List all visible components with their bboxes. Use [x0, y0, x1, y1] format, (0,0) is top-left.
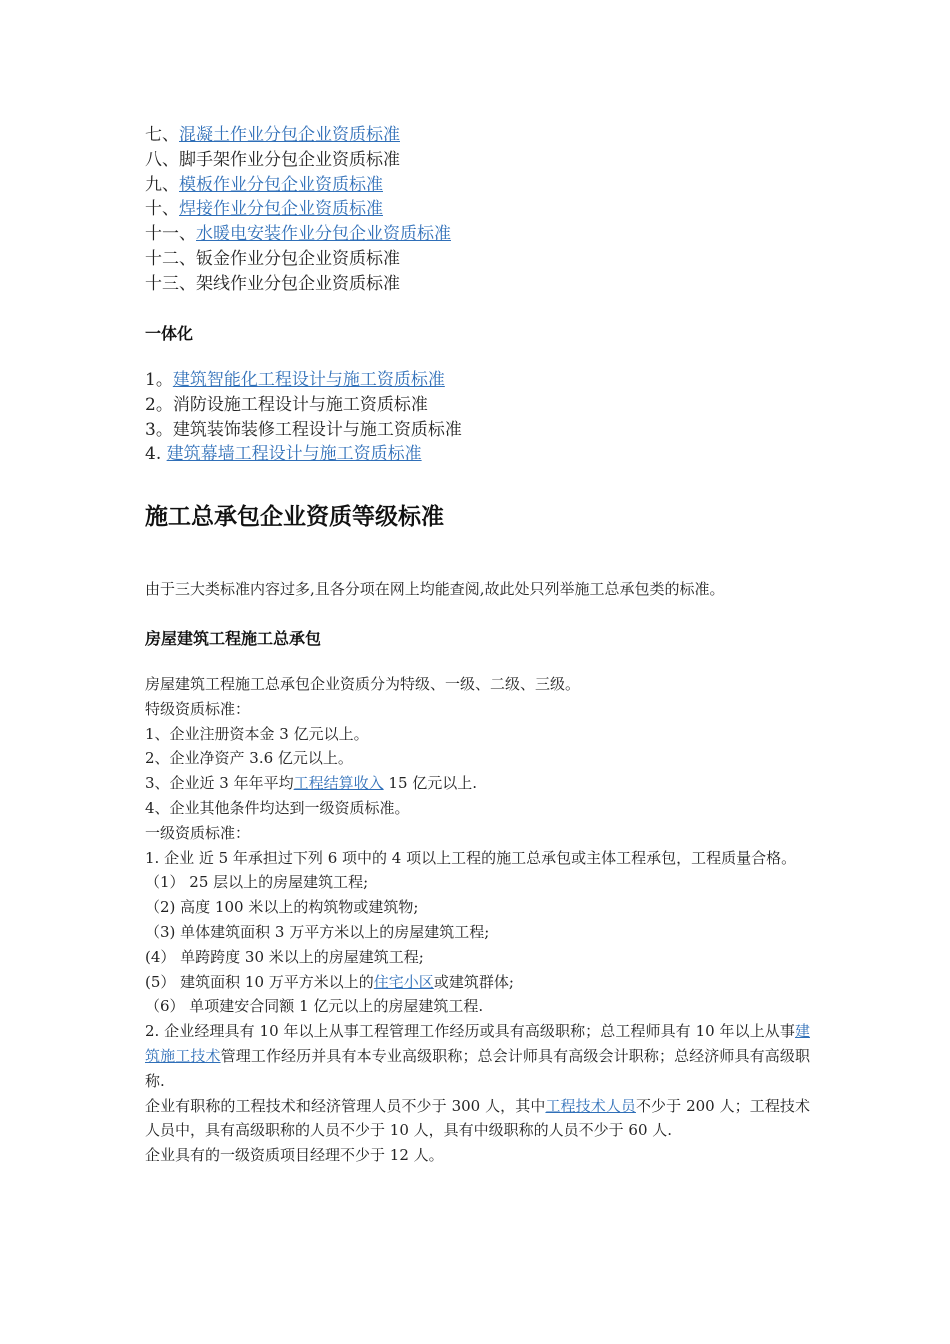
- list-item: 十二、钣金作业分包企业资质标准: [145, 248, 400, 269]
- settlement-income-link[interactable]: 工程结算收入: [293, 774, 384, 793]
- document-page: [145, 123, 811, 1165]
- plumbing-electrical-standard-link[interactable]: 水暖电安装作业分包企业资质标准: [196, 224, 451, 245]
- integration-heading: 一体化: [145, 324, 194, 343]
- list-item: 九、模板作业分包企业资质标准: [145, 174, 383, 195]
- list-item: 3。建筑装饰装修工程设计与施工资质标准: [145, 419, 462, 440]
- list-item: 1。建筑智能化工程设计与施工资质标准: [145, 370, 445, 390]
- curtain-wall-link[interactable]: 建筑幕墙工程设计与施工资质标准: [166, 444, 422, 465]
- subcontract-standards-list: [145, 123, 810, 297]
- section-body: 房屋建筑工程施工总承包企业资质分为特级、一级、二级、三级。 特级资质标准： 1、企业注册资本金 3 亿元以上。 2、企业净资产 3.6 亿元以上。 3、企业近 3 年年平均工程结算收入 15 亿元以上. 4、企业其他条件均达到一级资质标准。 一级资质标准： 1. 企业 近 5 年承担过下列 6 项中的 4 项以上工程的施工总承包或主体工程承包，工程质量合格。 （1） 25 层以上的房屋建筑工程; （2) 高度 100 米以上的构筑物或建筑物; （3) 单体建筑面积 3 万平方米以上的房屋建筑工程; (4） 单跨跨度 30 米以上的房屋建筑工程; (5） 建筑面积 10 万平方米以上的住宅小区或建筑群体; （6） 单项建安合同额 1 亿元以上的房屋建筑工程. 2. 企业经理具有 10 年以上从事工程管理工作经历或具有高级职称；总工程师具有 10 年以上从事建筑施工技术管理工作经历并具有本专业高级职称；总会计师具有高级会计职称；总经济师具有高级职称. 企业有职称的工程技术和经济管理人员不少于 300 人，其中工程技术人员不少于 200 人；工程技术人员中，具有高级职称的人员不少于 10 人，具有中级职称的人员不少于 60 人. 企业具有的一级资质项目经理不少于 12 人。: [145, 675, 811, 1165]
- main-heading: 施工总承包企业资质等级标准: [145, 504, 444, 530]
- list-item: 4. 建筑幕墙工程设计与施工资质标准: [145, 444, 422, 465]
- list-item: 2。消防设施工程设计与施工资质标准: [145, 394, 428, 415]
- construction-tech-link[interactable]: 建筑施工技术: [145, 1022, 810, 1065]
- integration-list: [145, 368, 462, 467]
- concrete-standard-link[interactable]: 混凝土作业分包企业资质标准: [179, 125, 400, 145]
- list-item: 八、脚手架作业分包企业资质标准: [145, 149, 400, 170]
- list-item: 七、混凝土作业分包企业资质标准: [145, 125, 400, 145]
- section-heading: 房屋建筑工程施工总承包: [145, 629, 322, 648]
- engineering-staff-link[interactable]: 工程技术人员: [545, 1096, 636, 1115]
- intro-paragraph: 由于三大类标准内容过多,且各分项在网上均能查阅,故此处只列举施工总承包类的标准。: [145, 580, 725, 598]
- intelligent-building-link[interactable]: 建筑智能化工程设计与施工资质标准: [172, 370, 445, 390]
- formwork-standard-link[interactable]: 模板作业分包企业资质标准: [179, 174, 383, 195]
- residential-district-link[interactable]: 住宅小区: [373, 972, 434, 991]
- list-item: 十三、架线作业分包企业资质标准: [145, 273, 400, 294]
- list-item: 十一、水暖电安装作业分包企业资质标准: [145, 224, 451, 245]
- welding-standard-link[interactable]: 焊接作业分包企业资质标准: [179, 199, 383, 220]
- list-item: 十、焊接作业分包企业资质标准: [145, 199, 383, 220]
